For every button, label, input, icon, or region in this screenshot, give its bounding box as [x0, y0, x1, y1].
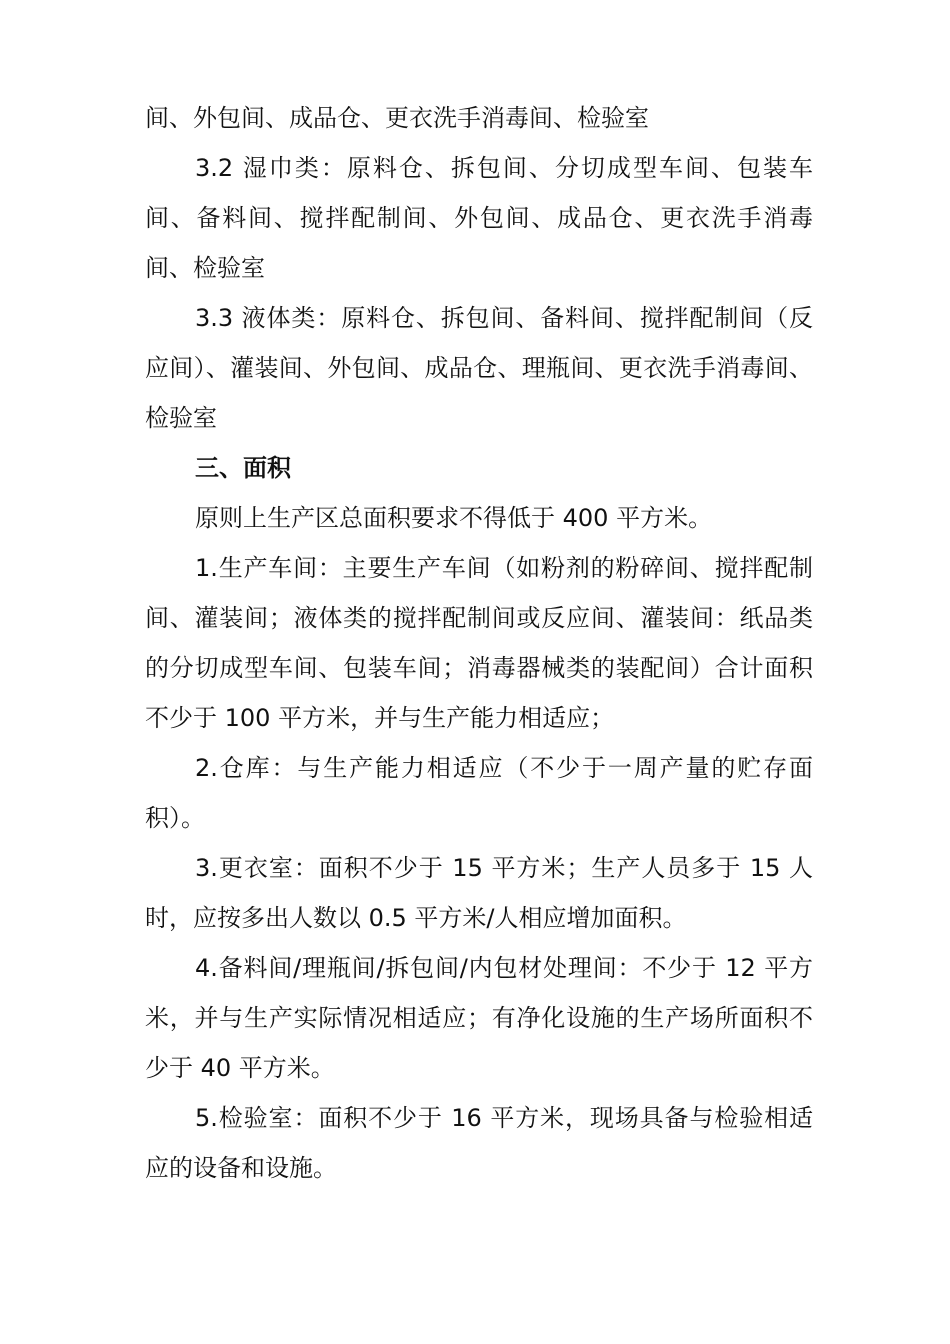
section-heading-area: 三、面积: [195, 454, 291, 482]
paragraph-production-workshop: 1.生产车间：主要生产车间（如粉剂的粉碎间、搅拌配制间、灌装间；液体类的搅拌配制间或反应间、灌装间：纸品类的分切成型车间、包装车间；消毒器械类的装配间）合计面积不少于 100 平方米，并与生产能力相适应；: [145, 554, 813, 732]
paragraph-total-area: 原则上生产区总面积要求不得低于 400 平方米。: [195, 504, 713, 532]
paragraph-inspection-room: 5.检验室：面积不少于 16 平方米，现场具备与检验相适应的设备和设施。: [145, 1104, 813, 1182]
paragraph-wet-wipes: 3.2 湿巾类：原料仓、拆包间、分切成型车间、包装车间、备料间、搅拌配制间、外包间、成品仓、更衣洗手消毒间、检验室: [145, 154, 813, 282]
paragraph-warehouse: 2.仓库：与生产能力相适应（不少于一周产量的贮存面积）。: [145, 754, 813, 832]
paragraph-continuation: 间、外包间、成品仓、更衣洗手消毒间、检验室: [145, 104, 649, 132]
paragraph-preparation-rooms: 4.备料间/理瓶间/拆包间/内包材处理间：不少于 12 平方米，并与生产实际情况相适应；有净化设施的生产场所面积不少于 40 平方米。: [145, 954, 813, 1082]
paragraph-changing-room: 3.更衣室：面积不少于 15 平方米；生产人员多于 15 人时，应按多出人数以 0.5 平方米/人相应增加面积。: [145, 854, 813, 932]
document-body: [145, 93, 813, 1193]
paragraph-liquids: 3.3 液体类：原料仓、拆包间、备料间、搅拌配制间（反应间）、灌装间、外包间、成品仓、理瓶间、更衣洗手消毒间、检验室: [145, 304, 813, 432]
